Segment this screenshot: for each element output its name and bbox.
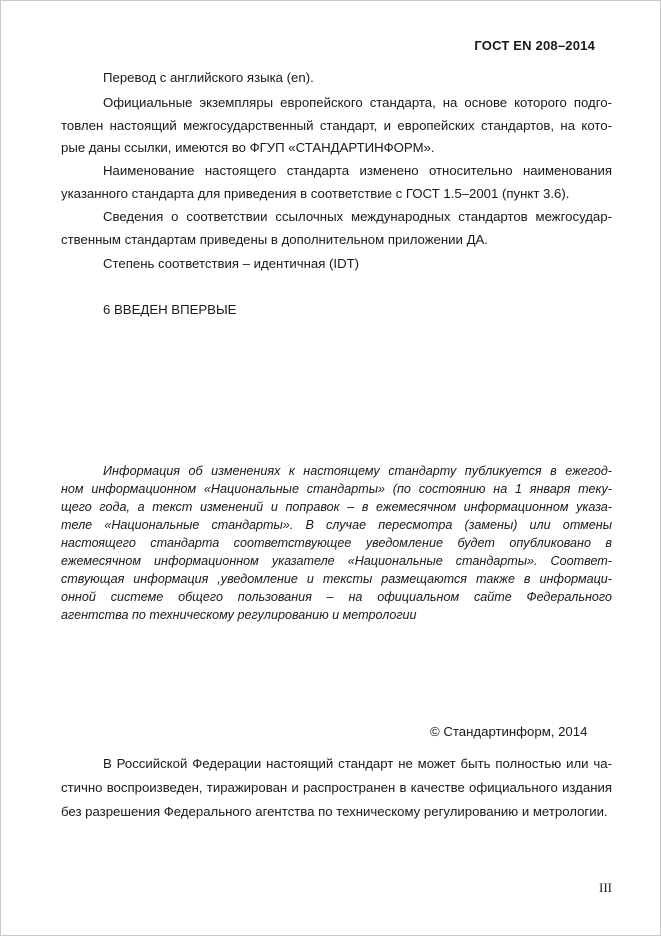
info-notice-line-8: онной системе общего пользования – на официальном сайте Федерального [61,590,612,604]
degree-line: Степень соответствия – идентичная (IDT) [103,256,360,271]
standard-number-header: ГОСТ EN 208–2014 [474,38,595,53]
info-notice-line-4: теле «Национальные стандарты». В случае пересмотра (замены) или отмены [61,518,612,532]
rights-notice-line-3: без разрешения Федерального агентства по техническому регулированию и метрологии. [61,804,608,819]
references-line-2: ственным стандартам приведены в дополнительном приложении ДА. [61,232,488,247]
name-change-line-1: Наименование настоящего стандарта изменено относительно наименования [103,163,612,178]
page-number: III [599,880,612,895]
item-6-heading: 6 ВВЕДЕН ВПЕРВЫЕ [103,302,237,317]
translation-line: Перевод с английского языка (en). [103,70,314,85]
copyright-line: © Стандартинформ, 2014 [430,724,588,739]
info-notice-line-5: настоящего стандарта соответствующее уведомление будет опубликовано в [61,536,612,550]
name-change-line-2: указанного стандарта для приведения в соответствие с ГОСТ 1.5–2001 (пункт 3.6). [61,186,570,201]
official-copies-line-2: товлен настоящий межгосударственный стандарт, и европейских стандартов, на кото- [61,118,612,133]
info-notice-line-6: ежемесячном информационном указателе «Национальные стандарты». Соответ- [61,554,612,568]
info-notice-line-1: Информация об изменениях к настоящему стандарту публикуется в ежегод- [103,464,612,478]
official-copies-line-3: рые даны ссылки, имеются во ФГУП «СТАНДАРТИНФОРМ». [61,140,435,155]
rights-notice-line-2: стично воспроизведен, тиражирован и распространен в качестве официального издания [61,780,612,795]
rights-notice-line-1: В Российской Федерации настоящий стандарт не может быть полностью или ча- [103,756,612,771]
info-notice-line-9: агентства по техническому регулированию и метрологии [61,608,417,622]
references-line-1: Сведения о соответствии ссылочных международных стандартов межгосудар- [103,209,612,224]
info-notice-line-2: ном информационном «Национальные стандарты» (по состоянию на 1 января теку- [61,482,612,496]
official-copies-line-1: Официальные экземпляры европейского стандарта, на основе которого подго- [103,95,612,110]
info-notice-line-3: щего года, а текст изменений и поправок – в ежемесячном информационном указа- [61,500,612,514]
info-notice-line-7: ствующая информация ,уведомление и тексты размещаются также в информаци- [61,572,612,586]
